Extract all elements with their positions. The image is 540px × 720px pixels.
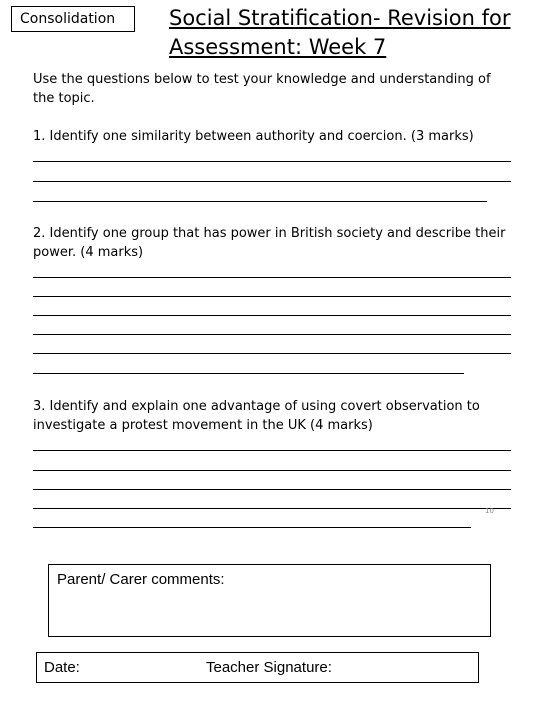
question-2: 2. Identify one group that has power in British society and describe their power. (4 marks)	[33, 226, 506, 260]
answer-line[interactable]	[33, 373, 464, 374]
date-label: Date:	[44, 659, 80, 676]
answer-line[interactable]	[33, 315, 511, 316]
answer-line[interactable]	[33, 450, 511, 451]
parent-comments-label: Parent/ Carer comments:	[57, 571, 225, 588]
signature-box[interactable]	[36, 652, 479, 683]
answer-line[interactable]	[33, 527, 471, 528]
answer-line[interactable]	[33, 201, 487, 202]
question-1: 1. Identify one similarity between authority and coercion. (3 marks)	[33, 129, 474, 144]
answer-line[interactable]	[33, 508, 511, 509]
answer-line[interactable]	[33, 353, 511, 354]
answer-line[interactable]	[33, 277, 511, 278]
answer-line[interactable]	[33, 470, 511, 471]
page-number: 10	[485, 507, 494, 515]
answer-line[interactable]	[33, 489, 511, 490]
consolidation-tag: Consolidation	[11, 6, 135, 32]
title-line-2: Assessment: Week 7	[169, 35, 387, 59]
question-3: 3. Identify and explain one advantage of using covert observation to investigate a protest movement in the UK (4 marks)	[33, 399, 480, 433]
answer-line[interactable]	[33, 334, 511, 335]
teacher-signature-label: Teacher Signature:	[206, 659, 332, 676]
answer-line[interactable]	[33, 181, 511, 182]
parent-comments-box[interactable]	[48, 564, 491, 637]
page-title	[169, 4, 511, 62]
instructions-text: Use the questions below to test your knowledge and understanding of the topic.	[33, 72, 491, 106]
answer-line[interactable]	[33, 296, 511, 297]
answer-line[interactable]	[33, 161, 511, 162]
title-line-1: Social Stratification- Revision for	[169, 6, 511, 30]
